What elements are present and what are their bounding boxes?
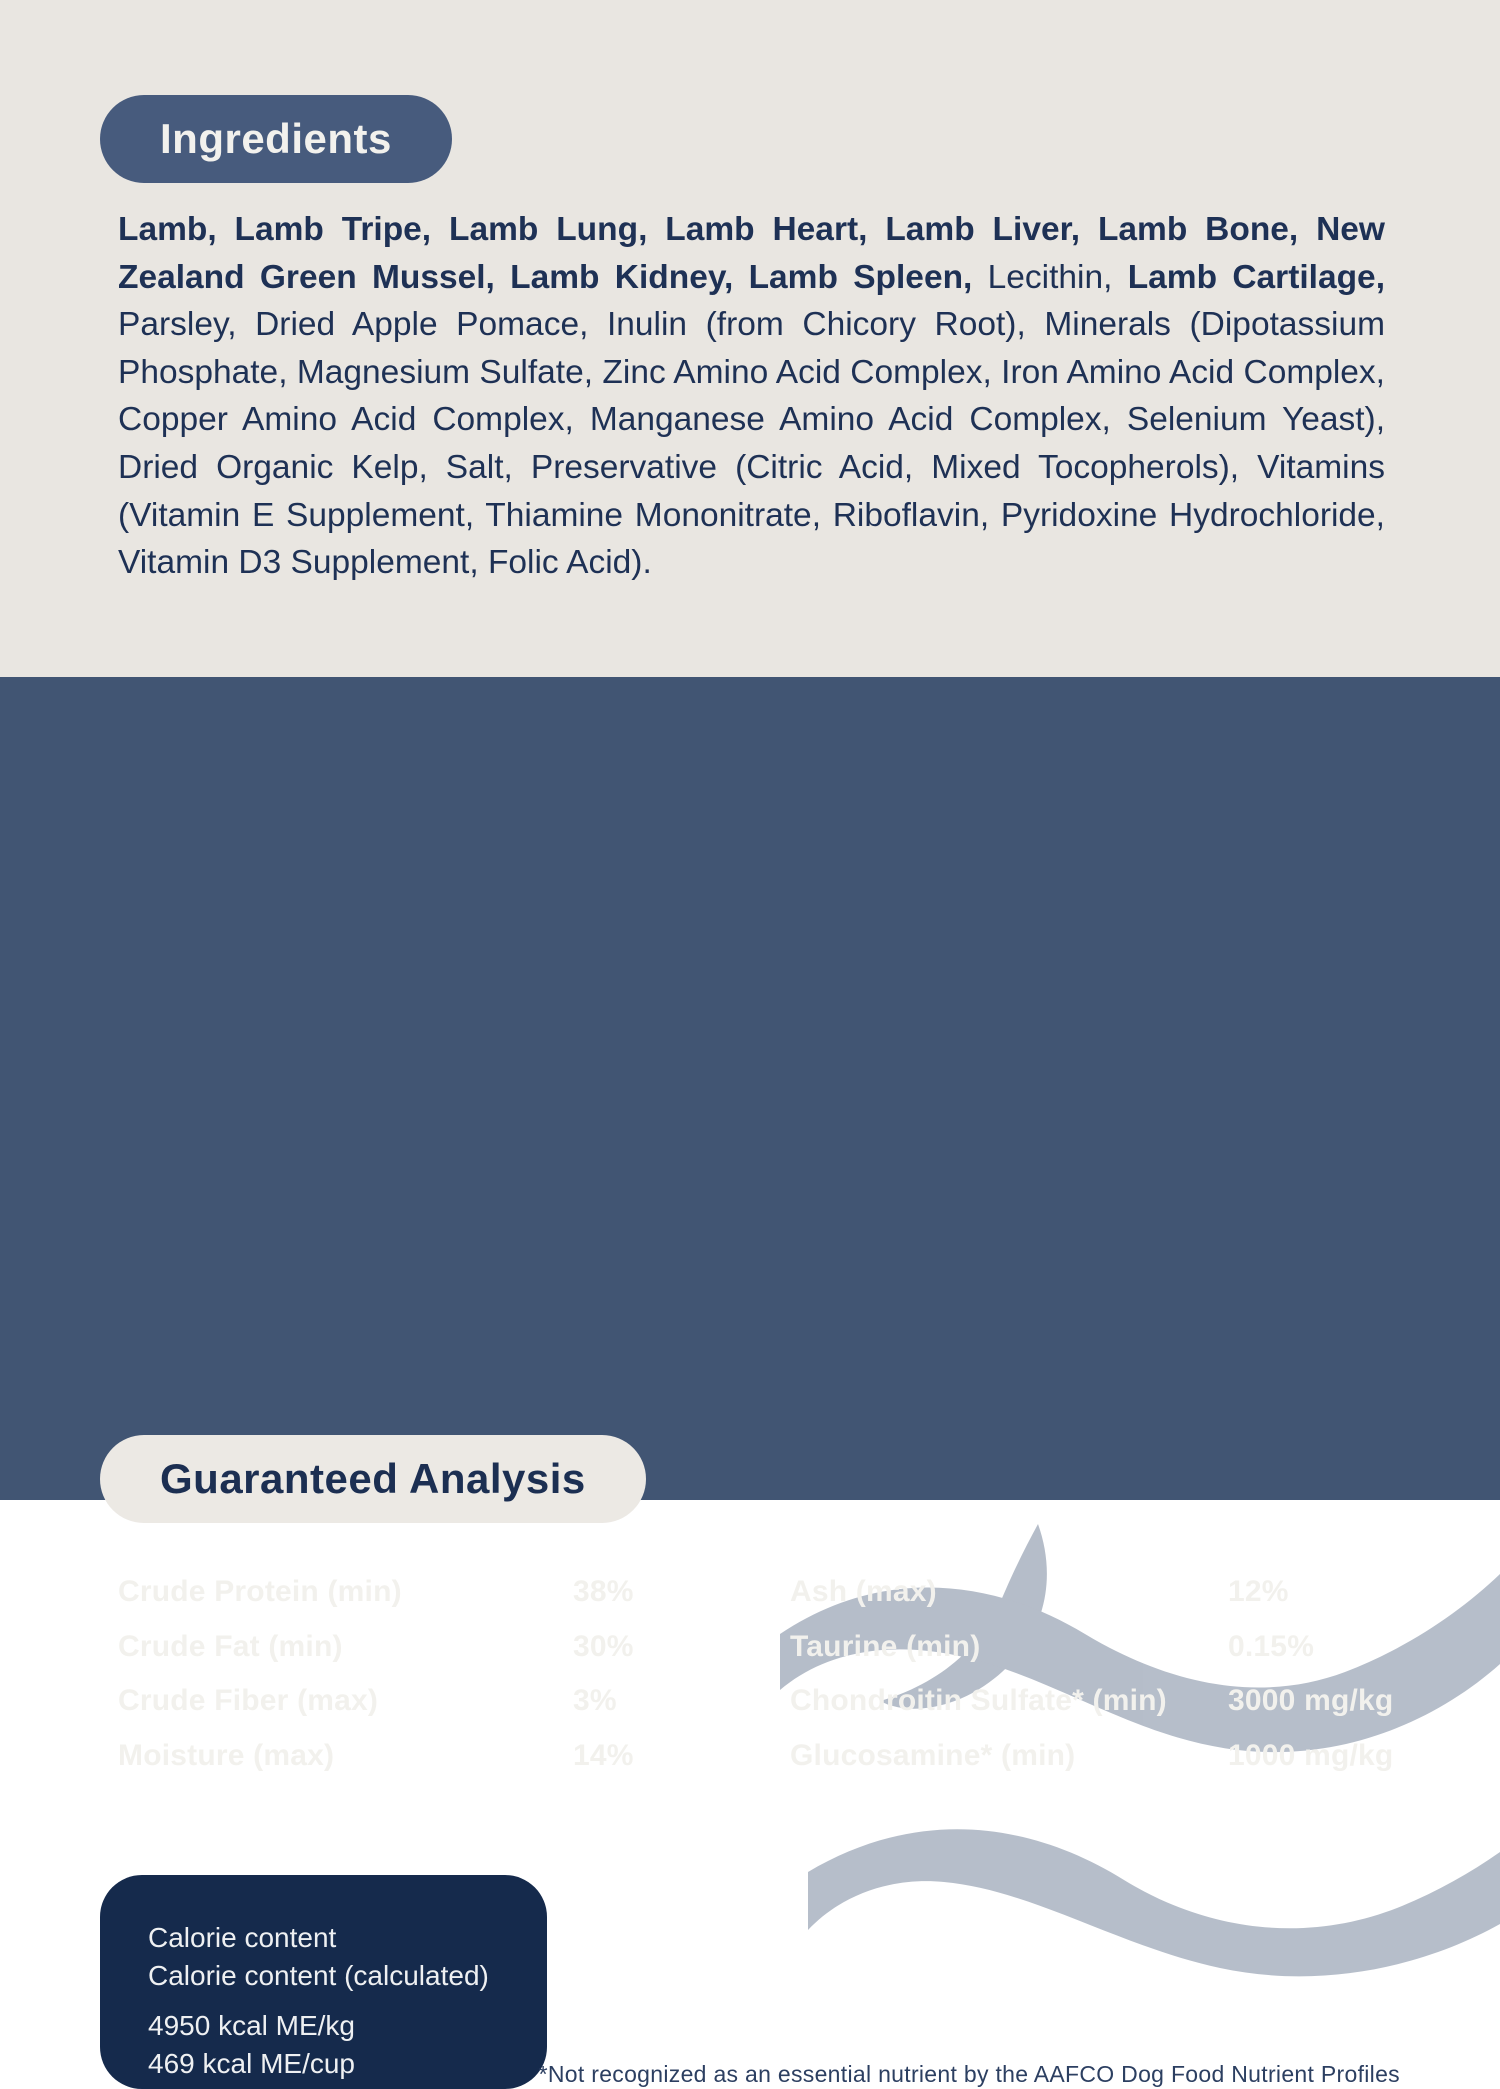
analysis-label: Crude Fat (min) (118, 1629, 343, 1663)
analysis-label: Crude Protein (min) (118, 1575, 402, 1609)
analysis-label: Moisture (max) (118, 1738, 335, 1772)
analysis-label: Chondroitin Sulfate* (min) (790, 1684, 1167, 1718)
ingredients-regular-rest: Parsley, Dried Apple Pomace, Inulin (from Chicory Root), Minerals (Dipotassium Phosphate, Magnesium Sulfate, Zinc Amino Acid Complex, Iron Amino Acid Complex, Copper Amino Acid Complex, Manganese Amino Acid Complex, Selenium Yeast), Dried Organic Kelp, Salt, Preservative (Citric Acid, Mixed Tocopherols), Vitamins (Vitamin E Supplement, Thiamine Mononitrate, Riboflavin, Pyridoxine Hydrochloride, Vitamin D3 Supplement, Folic Acid). (118, 306, 1385, 582)
calorie-kcal-kg: 4950 kcal ME/kg (148, 2010, 355, 2041)
ingredients-bold-meats: Lamb, Lamb Tripe, Lamb Lung, Lamb Heart, Lamb Liver, Lamb Bone, New Zealand Green Mussel, Lamb Kidney, Lamb Spleen, (118, 211, 1385, 296)
analysis-table-right (790, 1565, 1498, 1783)
ingredients-paragraph (118, 206, 1385, 587)
guaranteed-analysis-heading-pill (100, 1435, 646, 1523)
ingredients-heading-pill (100, 95, 452, 183)
analysis-value: 38% (573, 1575, 634, 1609)
analysis-label: Taurine (min) (790, 1629, 981, 1663)
analysis-value: 1000 mg/kg (1228, 1738, 1394, 1772)
analysis-value: 0.15% (1228, 1629, 1315, 1663)
ingredients-heading: Ingredients (160, 115, 392, 162)
aafco-footnote: *Not recognized as an essential nutrient by the AAFCO Dog Food Nutrient Profiles (538, 2061, 1400, 2087)
analysis-value: 12% (1228, 1575, 1289, 1609)
calorie-content-headers (148, 1919, 507, 1995)
calorie-content-box (100, 1875, 547, 2089)
analysis-label: Glucosamine* (min) (790, 1738, 1076, 1772)
analysis-label: Crude Fiber (max) (118, 1684, 379, 1718)
calorie-kcal-cup: 469 kcal ME/cup (148, 2048, 355, 2079)
analysis-value: 14% (573, 1738, 634, 1772)
analysis-value: 3% (573, 1684, 617, 1718)
ingredients-bold-cartilage: Lamb Cartilage, (1127, 258, 1385, 296)
calorie-content-values (148, 2007, 507, 2083)
analysis-value: 30% (573, 1629, 634, 1663)
guaranteed-analysis-section (0, 677, 1500, 2087)
analysis-value: 3000 mg/kg (1228, 1684, 1394, 1718)
analysis-label: Ash (max) (790, 1575, 937, 1609)
calorie-content-line: Calorie content (calculated) (148, 1960, 489, 1991)
ingredients-regular-lecithin: Lecithin, (972, 258, 1128, 296)
analysis-table-left (118, 1565, 803, 1783)
guaranteed-analysis-heading: Guaranteed Analysis (160, 1455, 586, 1502)
calorie-content-line: Calorie content (148, 1922, 337, 1953)
